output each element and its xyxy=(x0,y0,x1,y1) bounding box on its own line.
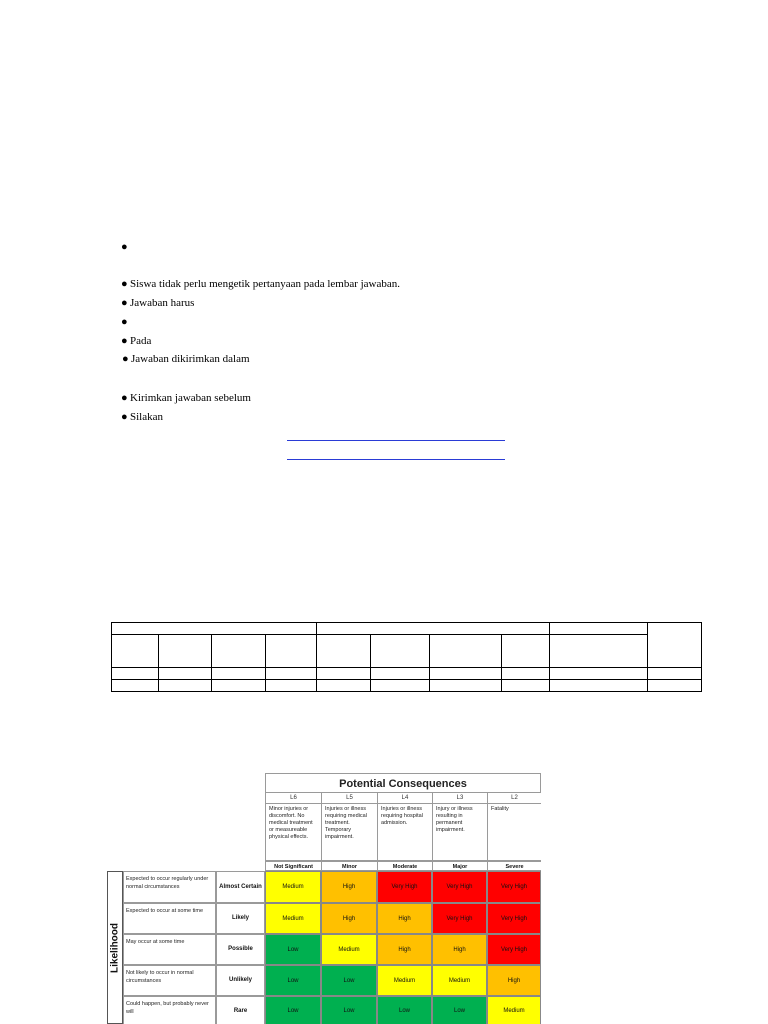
table-cell xyxy=(371,680,430,692)
bullet-icon: ● xyxy=(121,241,128,253)
table-cell xyxy=(648,680,702,692)
table-cell xyxy=(317,635,371,668)
table-row xyxy=(112,635,702,668)
bullet-icon: ● xyxy=(121,411,128,423)
table-cell xyxy=(212,635,266,668)
table-cell xyxy=(430,668,502,680)
likelihood-label: Almost Certain xyxy=(216,871,265,903)
table-cell xyxy=(371,668,430,680)
likelihood-description: Expected to occur regularly under normal circumstances xyxy=(123,871,216,903)
list-item xyxy=(121,334,151,348)
bullet-icon: ● xyxy=(121,297,128,309)
table-cell xyxy=(317,623,550,635)
likelihood-description: May occur at some time xyxy=(123,934,216,965)
consequence-description: Injuries or illness requiring hospital admission. xyxy=(377,803,432,861)
list-item xyxy=(121,410,163,424)
risk-level-cell: High xyxy=(487,965,541,996)
likelihood-label: Likely xyxy=(216,903,265,934)
risk-level-cell: High xyxy=(432,934,487,965)
table-cell xyxy=(550,635,648,668)
consequence-code: L6 xyxy=(265,793,321,803)
risk-level-cell: Low xyxy=(321,965,377,996)
list-item-text: Jawaban harus xyxy=(130,297,195,309)
table-cell xyxy=(112,623,317,635)
risk-level-cell: Low xyxy=(265,965,321,996)
consequence-description: Minor injuries or discomfort. No medical treatment or measureable physical effects. xyxy=(265,803,321,861)
consequence-code: L3 xyxy=(432,793,487,803)
risk-level-cell: Medium xyxy=(321,934,377,965)
bullet-icon: ● xyxy=(121,392,128,404)
risk-level-cell: Medium xyxy=(432,965,487,996)
consequence-label: Not Significant xyxy=(265,861,321,871)
bullet-icon: ● xyxy=(121,316,128,328)
list-item xyxy=(121,277,400,291)
risk-level-cell: Medium xyxy=(487,996,541,1024)
hyperlink-underline[interactable] xyxy=(287,440,505,441)
list-item xyxy=(121,296,194,310)
table-cell xyxy=(550,623,648,635)
table-cell xyxy=(266,635,317,668)
likelihood-axis-label xyxy=(107,871,123,1024)
risk-level-cell: Very High xyxy=(377,871,432,903)
table-cell xyxy=(112,680,159,692)
list-item xyxy=(121,391,251,405)
likelihood-label: Possible xyxy=(216,934,265,965)
table-cell xyxy=(112,635,159,668)
consequence-description: Injuries or illness requiring medical treatment. Temporary impairment. xyxy=(321,803,377,861)
risk-level-cell: High xyxy=(377,934,432,965)
risk-level-cell: Low xyxy=(265,934,321,965)
risk-level-cell: High xyxy=(321,871,377,903)
risk-level-cell: Low xyxy=(377,996,432,1024)
list-item xyxy=(121,315,130,329)
table-cell xyxy=(317,668,371,680)
risk-level-cell: Very High xyxy=(487,934,541,965)
table-cell xyxy=(430,635,502,668)
table-cell xyxy=(648,623,702,668)
risk-level-cell: Medium xyxy=(265,903,321,934)
table-row xyxy=(112,668,702,680)
table-cell xyxy=(430,680,502,692)
consequence-code: L2 xyxy=(487,793,541,803)
bullet-icon: ● xyxy=(121,278,128,290)
risk-level-cell: High xyxy=(321,903,377,934)
table-row xyxy=(112,623,702,635)
list-item xyxy=(122,352,250,366)
risk-level-cell: Very High xyxy=(487,871,541,903)
likelihood-description: Could happen, but probably never will xyxy=(123,996,216,1024)
table-cell xyxy=(550,680,648,692)
table-cell xyxy=(371,635,430,668)
list-item-text: Kirimkan jawaban sebelum xyxy=(130,392,251,404)
consequence-code: L4 xyxy=(377,793,432,803)
table-cell xyxy=(648,668,702,680)
consequence-label: Severe xyxy=(487,861,541,871)
risk-level-cell: Medium xyxy=(265,871,321,903)
table-cell xyxy=(159,668,212,680)
empty-table xyxy=(111,622,702,692)
consequence-label: Minor xyxy=(321,861,377,871)
table-row xyxy=(112,680,702,692)
table-cell xyxy=(159,680,212,692)
table-cell xyxy=(212,680,266,692)
risk-level-cell: Low xyxy=(321,996,377,1024)
table-cell xyxy=(212,668,266,680)
risk-level-cell: High xyxy=(377,903,432,934)
likelihood-label: Unlikely xyxy=(216,965,265,996)
table-cell xyxy=(317,680,371,692)
consequence-code: L5 xyxy=(321,793,377,803)
table-cell xyxy=(502,680,550,692)
list-item xyxy=(121,240,130,254)
risk-level-cell: Medium xyxy=(377,965,432,996)
risk-level-cell: Very High xyxy=(487,903,541,934)
list-item-text: Siswa tidak perlu mengetik pertanyaan pada lembar jawaban. xyxy=(130,278,401,290)
list-item-text: Silakan xyxy=(130,411,163,423)
table-cell xyxy=(159,635,212,668)
table-cell xyxy=(112,668,159,680)
likelihood-label-text: Likelihood xyxy=(109,922,121,973)
matrix-title: Potential Consequences xyxy=(265,773,541,793)
consequence-description: Injury or illness resulting in permanent impairment. xyxy=(432,803,487,861)
likelihood-description: Not likely to occur in normal circumstances xyxy=(123,965,216,996)
hyperlink-underline[interactable] xyxy=(287,459,505,460)
bullet-icon: ● xyxy=(122,353,129,365)
table-cell xyxy=(502,668,550,680)
risk-level-cell: Low xyxy=(432,996,487,1024)
table-cell xyxy=(502,635,550,668)
likelihood-description: Expected to occur at some time xyxy=(123,903,216,934)
risk-level-cell: Very High xyxy=(432,871,487,903)
list-item-text: Pada xyxy=(130,335,152,347)
consequence-label: Moderate xyxy=(377,861,432,871)
list-item-text: Jawaban dikirimkan dalam xyxy=(131,353,250,365)
consequence-label: Major xyxy=(432,861,487,871)
likelihood-label: Rare xyxy=(216,996,265,1024)
consequence-description: Fatality xyxy=(487,803,541,861)
table-cell xyxy=(550,668,648,680)
table-cell xyxy=(266,680,317,692)
table-cell xyxy=(266,668,317,680)
risk-matrix xyxy=(107,773,541,1024)
bullet-icon: ● xyxy=(121,335,128,347)
risk-level-cell: Very High xyxy=(432,903,487,934)
risk-level-cell: Low xyxy=(265,996,321,1024)
